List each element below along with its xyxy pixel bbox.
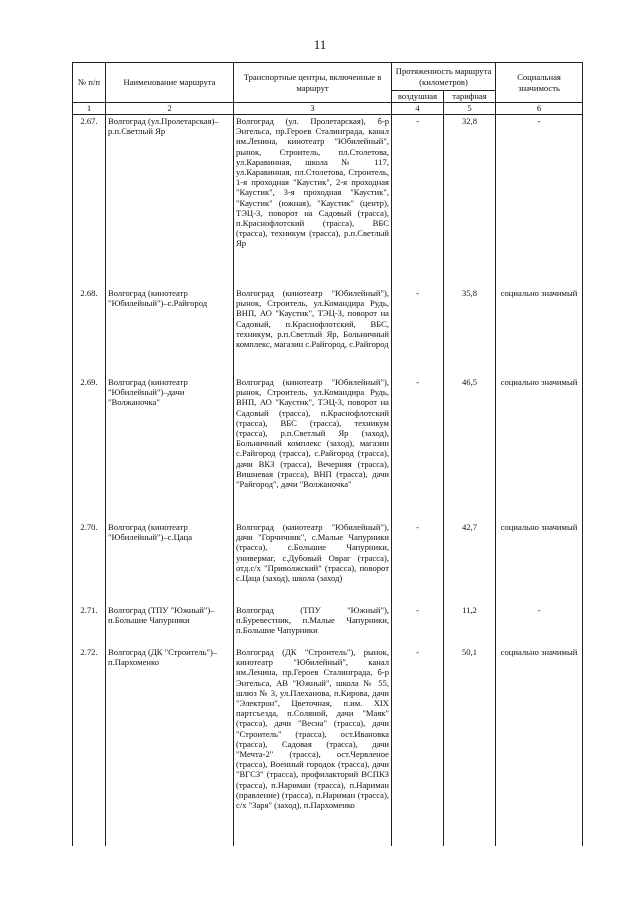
column-number: 3 [234, 103, 392, 115]
table-row [73, 646, 583, 846]
route-tariff-length: 42,7 [444, 521, 496, 604]
route-transport-centers: Волгоград (ДК "Строитель"), рынок, кинотеатр "Юбилейный", канал им.Ленина, пр.Героев Сталинграда, б-р Энгельса, АВ "Южный", школа № 55, шлюз № 3, ул.Плеханова, п.Кирова, дачи "Электрон", Цветочная, п.им. XIX партсъезда, п.Соляной, дачи "Маяк" (трасса), дачи "Весна" (трасса), дачи "Строитель" (трасса), ост.Ивановка (трасса), Садовая (трасса), дачи "Мечта-2" (трасса), ост.Червленое (трасса), Военный городок (трасса), дачи "ВГСЗ" (трасса), профилакторий ВСПКЗ (трасса), п.Нариман (трасса), п.Нариман (правление) (трасса), п.Нариман (трасса), с/х "Заря" (заход), п.Пархоменко [234, 646, 392, 846]
route-number: 2.71. [73, 604, 106, 646]
route-transport-centers: Волгоград (ул. Пролетарская), б-р Энгельса, пр.Героев Сталинграда, канал им.Ленина, кинотеатр "Юбилейный", рынок, Строитель, пл.Столетова, ул.Каравинная, школа № 117, ул.Каравинная, пл.Столетова, Строитель, 1-я проходная "Каустик", 2-я проходная "Каустик", 3-я проходная "Каустик", "Каустик" (южная), "Каустик" (центр), ТЭЦ-3, поворот на Садовый (трасса), п.Краснофлотский (трасса), ВБС (трасса), техникум (трасса), р.п.Светлый Яр [234, 115, 392, 288]
route-name: Волгоград (ул.Пролетарская)–р.п.Светлый Яр [106, 115, 234, 288]
column-number: 1 [73, 103, 106, 115]
column-number: 6 [496, 103, 583, 115]
route-transport-centers: Волгоград (кинотеатр "Юбилейный"), дачи "Горчичник", с.Малые Чапурники (трасса), с.Большие Чапурники, универмаг, с.Дубовый Овраг (трасса), отд.с/х "Приволжский" (трасса), поворот с.Цаца (заход), школа (заход) [234, 521, 392, 604]
table-row [73, 521, 583, 604]
header-length-tariff: тарифная [444, 91, 496, 103]
route-tariff-length: 32,8 [444, 115, 496, 288]
table-row [73, 287, 583, 376]
route-social-significance: социально значимый [496, 521, 583, 604]
route-transport-centers: Волгоград (кинотеатр "Юбилейный"), рынок, Строитель, ул.Командира Рудь, ВНП, АО "Каустик", ТЭЦ-3, поворот на Садовый, п.Краснофлотский, ВБС, техникум, р.п.Светлый Яр, Больничный комплекс, магазин с.Райгород, с.Райгород [234, 287, 392, 376]
header-length-air: воздушная [392, 91, 444, 103]
route-social-significance: - [496, 115, 583, 288]
route-transport-centers: Волгоград (кинотеатр "Юбилейный"), рынок, Строитель, ул.Командира Рудь, ВНП, АО "Каустик", ТЭЦ-3, поворот на Садовый (трасса), п.Краснофлотский (трасса), ВБС (трасса), техникум (трасса), р.п.Светлый Яр (заход), Больничный комплекс (заход), магазин с.Райгород (трасса), с.Райгород (трасса), дачи ВКЗ (трасса), Вечерняя (трасса), Вишневая (трасса), ВНП (трасса), дачи "Райгород", дачи "Волжаночка" [234, 376, 392, 521]
route-number: 2.69. [73, 376, 106, 521]
route-transport-centers: Волгоград (ТПУ "Южный"), п.Буревестник, п.Малые Чапурники, п.Большие Чапурники [234, 604, 392, 646]
route-air-length: - [392, 646, 444, 846]
route-social-significance: - [496, 604, 583, 646]
route-social-significance: социально значимый [496, 646, 583, 846]
route-social-significance: социально значимый [496, 287, 583, 376]
route-name: Волгоград (ТПУ "Южный")–п.Большие Чапурники [106, 604, 234, 646]
route-name: Волгоград (кинотеатр "Юбилейный")–с.Райгород [106, 287, 234, 376]
route-air-length: - [392, 287, 444, 376]
route-name: Волгоград (кинотеатр "Юбилейный")–дачи "Волжаночка" [106, 376, 234, 521]
route-tariff-length: 50,1 [444, 646, 496, 846]
page-number: 11 [313, 37, 327, 52]
route-number: 2.67. [73, 115, 106, 288]
routes-table [72, 62, 583, 846]
route-number: 2.68. [73, 287, 106, 376]
column-number: 2 [106, 103, 234, 115]
route-name: Волгоград (кинотеатр "Юбилейный")–с.Цаца [106, 521, 234, 604]
route-air-length: - [392, 376, 444, 521]
header-transport-centers: Транспортные центры, включенные в маршрут [234, 63, 392, 103]
route-tariff-length: 46,5 [444, 376, 496, 521]
column-number: 5 [444, 103, 496, 115]
column-number: 4 [392, 103, 444, 115]
table-row [73, 604, 583, 646]
route-number: 2.72. [73, 646, 106, 846]
route-tariff-length: 35,8 [444, 287, 496, 376]
route-air-length: - [392, 521, 444, 604]
route-social-significance: социально значимый [496, 376, 583, 521]
table-row [73, 376, 583, 521]
route-tariff-length: 11,2 [444, 604, 496, 646]
table-row [73, 115, 583, 288]
route-number: 2.70. [73, 521, 106, 604]
header-route-name: Наименование маршрута [106, 63, 234, 103]
route-air-length: - [392, 115, 444, 288]
header-route-length: Протяженность маршрута (километров) [392, 63, 496, 91]
header-num: № п/п [73, 63, 106, 103]
route-air-length: - [392, 604, 444, 646]
route-name: Волгоград (ДК "Строитель")–п.Пархоменко [106, 646, 234, 846]
header-social-significance: Социальная значимость [496, 63, 583, 103]
